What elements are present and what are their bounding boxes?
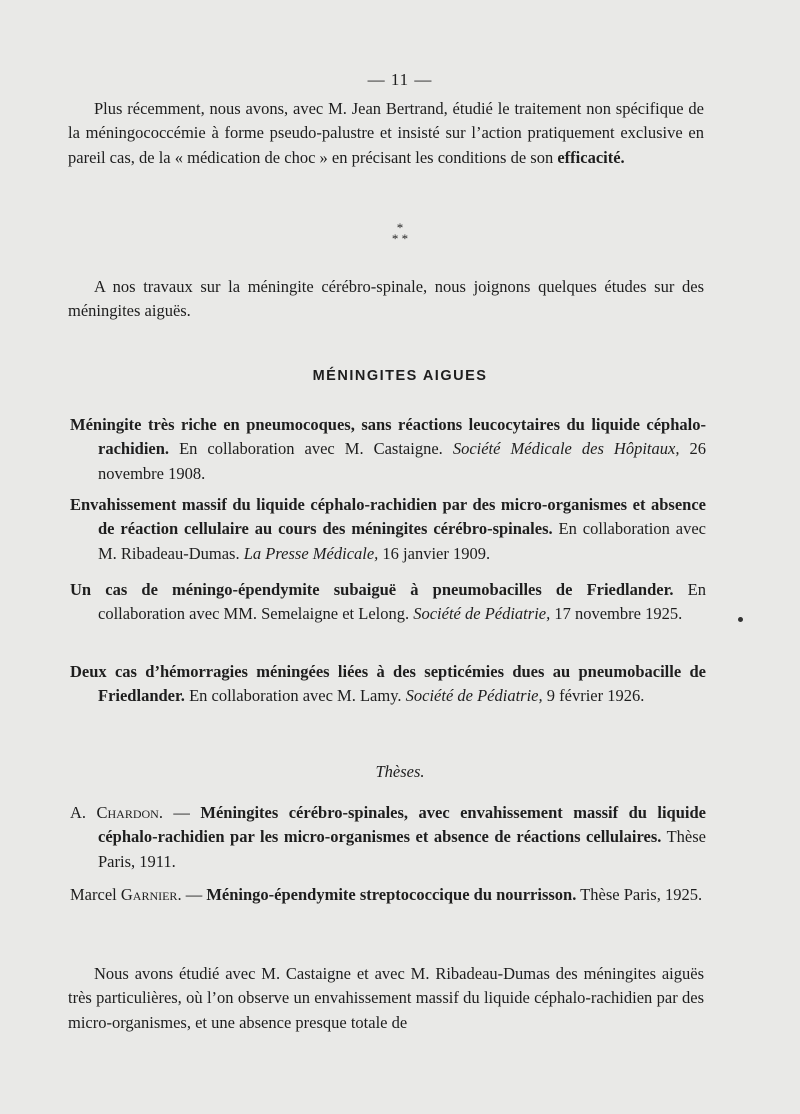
reference-collaboration: En collaboration avec M. Lamy. (184, 686, 406, 705)
theses-heading: Thèses. (375, 762, 425, 781)
reference-journal: La Presse Médicale, (243, 543, 379, 563)
thesis-dash: . — (177, 884, 207, 904)
asterism-divider (0, 222, 800, 244)
reference-entry (70, 660, 706, 709)
reference-title: Méningite très riche en pneumocoques, sans réactions leucocytaires du liquide céphalo-rachidien. (70, 414, 706, 458)
reference-journal: Société de Pédiatrie, (405, 686, 543, 705)
thesis-author-first-name: Marcel (70, 884, 121, 904)
thesis-title: Méningo-épendymite streptococcique du nourrisson. (206, 884, 577, 904)
final-paragraph (68, 962, 704, 1036)
reference-journal: Société de Pédiatrie, (413, 604, 551, 623)
reference-entry (70, 413, 706, 487)
second-paragraph-text: A nos travaux sur la méningite cérébro-spinale, nous joignons quelques études sur des méningites aiguës. (68, 276, 704, 320)
final-paragraph-text: Nous avons étudié avec M. Castaigne et avec M. Ribadeau-Dumas des méningites aiguës très particulières, où l’on observe un envahissement massif du liquide céphalo-rachidien par des micro-organismes, et une absence presque totale de (68, 963, 704, 1032)
intro-bold-word: efficacité. (557, 147, 625, 167)
reference-date: 26 novembre 1908. (98, 439, 706, 483)
thesis-details: Thèse Paris, 1925. (576, 884, 703, 904)
reference-entry (70, 493, 706, 567)
reference-title: Un cas de méningo-épendymite subaiguë à pneumobacilles de Friedlander. (70, 579, 674, 599)
reference-date: 16 janvier 1909. (378, 543, 491, 563)
intro-paragraph (68, 97, 704, 171)
thesis-entry (70, 801, 706, 875)
page-number: — 11 — (367, 70, 433, 89)
ink-spot (738, 617, 743, 622)
reference-collaboration: En collaboration avec M. Castaigne. (169, 439, 453, 458)
reference-date: 9 février 1926. (542, 686, 645, 705)
reference-collaboration: En collaboration avec MM. Semelaigne et Lelong. (98, 579, 706, 623)
thesis-author-surname: Garnier (120, 884, 178, 904)
reference-title: Deux cas d’hémorragies méningées liées à des septicémies dues au pneumobacille de Friedlander. (70, 661, 706, 705)
thesis-details: Thèse Paris, 1911. (98, 827, 706, 871)
section-heading: MÉNINGITES AIGUES (312, 368, 488, 384)
thesis-author-initial: A. (70, 802, 97, 822)
asterism-top: * (396, 220, 404, 235)
reference-collaboration: En collaboration avec M. Ribadeau-Dumas. (98, 519, 706, 563)
reference-date: 17 novembre 1925. (550, 604, 683, 623)
thesis-entry (70, 883, 706, 908)
reference-journal: Société Médicale des Hôpitaux, (452, 439, 680, 458)
thesis-dash: . — (158, 802, 201, 822)
thesis-author-surname: Chardon (96, 802, 159, 822)
intro-text: Plus récemment, nous avons, avec M. Jean Bertrand, étudié le traitement non spécifique de la méningococcémie à forme pseudo-palustre et insisté sur l’action pratiquement exclusive en pareil cas, de la « médication de choc » en précisant les conditions de son (68, 98, 704, 167)
reference-entry (70, 578, 706, 627)
asterism-bottom: * * (391, 231, 409, 246)
second-paragraph (68, 275, 704, 324)
reference-title: Envahissement massif du liquide céphalo-rachidien par des micro-organismes et absence de réaction cellulaire au cours des méningites cérébro-spinales. (70, 494, 706, 538)
thesis-title: Méningites cérébro-spinales, avec envahissement massif du liquide céphalo-rachidien par les micro-organismes et absence de réactions cellulaires. (98, 802, 706, 846)
